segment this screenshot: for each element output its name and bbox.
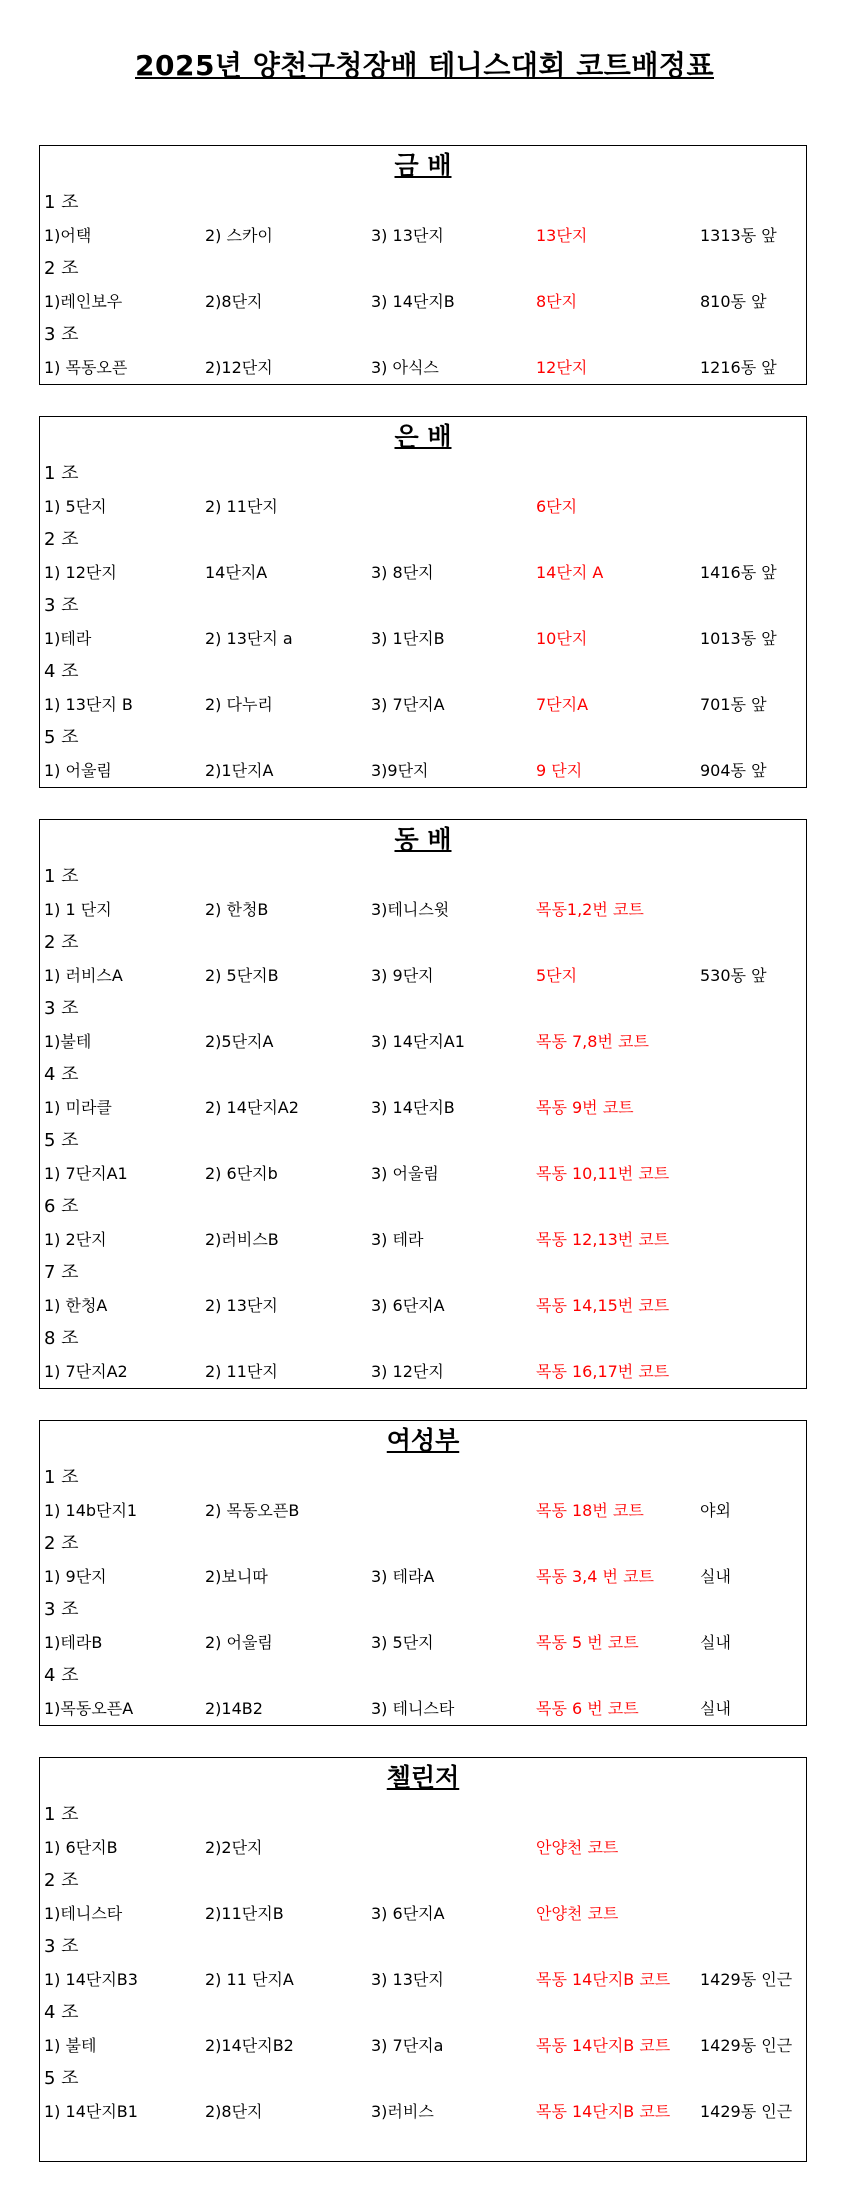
court-assignment: 목동 14단지B 코트 (536, 1970, 671, 1989)
team-name: 1) 9단지 (44, 1567, 107, 1586)
team-name: 1) 목동오픈 (44, 358, 128, 377)
team-name: 1)테라B (44, 1633, 103, 1652)
court-location: 1429동 인근 (700, 2036, 793, 2055)
section-title: 동 배 (394, 825, 452, 854)
team-name: 3) 14단지B (371, 1098, 455, 1117)
team-name: 3) 14단지B (371, 292, 455, 311)
section-title: 첼린저 (386, 1763, 460, 1792)
team-name: 1) 한청A (44, 1296, 108, 1315)
court-location: 실내 (700, 1699, 731, 1718)
team-name: 2)1단지A (205, 761, 274, 780)
court-assignment: 안양천 코트 (536, 1838, 619, 1857)
team-name: 2) 6단지b (205, 1164, 278, 1183)
team-name: 3) 14단지A1 (371, 1032, 465, 1051)
team-name: 1) 14단지B3 (44, 1970, 138, 1989)
team-name: 1)목동오픈A (44, 1699, 134, 1718)
team-name: 2) 11단지 (205, 497, 278, 516)
team-name: 1)어택 (44, 226, 92, 245)
team-name: 3) 6단지A (371, 1296, 445, 1315)
group-label: 4 조 (44, 661, 79, 682)
group-row (40, 2029, 806, 2062)
team-name: 1) 7단지A1 (44, 1164, 128, 1183)
team-name: 1) 14b단지1 (44, 1501, 138, 1520)
group-row (40, 1560, 806, 1593)
team-name: 2) 한청B (205, 900, 269, 919)
group-label: 4 조 (44, 1064, 79, 1085)
team-name: 1)테라 (44, 629, 92, 648)
page-title: 2025년 양천구청장배 테니스대회 코트배정표 (135, 49, 714, 82)
team-name: 1) 14단지B1 (44, 2102, 138, 2121)
section-title: 금 배 (394, 151, 452, 180)
group-row (40, 1897, 806, 1930)
court-location: 1416동 앞 (700, 563, 777, 582)
group-row (40, 754, 806, 787)
court-assignment: 10단지 (536, 629, 588, 648)
team-name: 2) 다누리 (205, 695, 273, 714)
section-box (39, 416, 807, 788)
court-assignment: 안양천 코트 (536, 1904, 619, 1923)
group-row (40, 1091, 806, 1124)
team-name: 3) 6단지A (371, 1904, 445, 1923)
group-label: 1 조 (44, 1467, 79, 1488)
team-name: 3) 1단지B (371, 629, 445, 648)
group-label: 8 조 (44, 1328, 79, 1349)
team-name: 1) 미라클 (44, 1098, 112, 1117)
team-name: 3) 아식스 (371, 358, 439, 377)
group-label: 3 조 (44, 595, 79, 616)
group-label: 4 조 (44, 1665, 79, 1686)
group-row (40, 2095, 806, 2128)
team-name: 1) 7단지A2 (44, 1362, 128, 1381)
court-assignment: 목동 3,4 번 코트 (536, 1567, 654, 1586)
team-name: 3) 13단지 (371, 226, 444, 245)
team-name: 2)러비스B (205, 1230, 279, 1249)
court-location: 904동 앞 (700, 761, 767, 780)
court-assignment: 7단지A (536, 695, 589, 714)
group-row (40, 1355, 806, 1388)
court-assignment: 목동 10,11번 코트 (536, 1164, 670, 1183)
team-name: 2)8단지 (205, 2102, 263, 2121)
team-name: 1) 6단지B (44, 1838, 118, 1857)
group-row (40, 1157, 806, 1190)
court-assignment: 목동 6 번 코트 (536, 1699, 639, 1718)
group-row (40, 1289, 806, 1322)
court-assignment: 목동 14,15번 코트 (536, 1296, 670, 1315)
court-assignment: 목동 14단지B 코트 (536, 2102, 671, 2121)
team-name: 3)9단지 (371, 761, 429, 780)
court-location: 701동 앞 (700, 695, 767, 714)
team-name: 3)러비스 (371, 2102, 434, 2121)
team-name: 2) 13단지 (205, 1296, 278, 1315)
team-name: 1)불테 (44, 1032, 92, 1051)
group-row (40, 1025, 806, 1058)
group-label: 5 조 (44, 2068, 79, 2089)
group-label: 3 조 (44, 998, 79, 1019)
group-label: 1 조 (44, 463, 79, 484)
team-name: 3) 테니스타 (371, 1699, 455, 1718)
group-label: 3 조 (44, 324, 79, 345)
team-name: 2)11단지B (205, 1904, 284, 1923)
team-name: 2)12단지 (205, 358, 273, 377)
section-box (39, 1420, 807, 1726)
team-name: 3)테니스윗 (371, 900, 450, 919)
group-label: 1 조 (44, 1804, 79, 1825)
group-label: 6 조 (44, 1196, 79, 1217)
group-label: 2 조 (44, 1870, 79, 1891)
team-name: 3) 5단지 (371, 1633, 434, 1652)
team-name: 2) 목동오픈B (205, 1501, 300, 1520)
group-label: 1 조 (44, 866, 79, 887)
court-location: 1216동 앞 (700, 358, 777, 377)
court-assignment: 목동1,2번 코트 (536, 900, 644, 919)
court-assignment: 13단지 (536, 226, 588, 245)
team-name: 3) 7단지A (371, 695, 445, 714)
team-name: 2) 스카이 (205, 226, 273, 245)
group-row (40, 1692, 806, 1725)
section-box (39, 819, 807, 1389)
team-name: 1) 1 단지 (44, 900, 112, 919)
group-row (40, 959, 806, 992)
court-location: 야외 (700, 1501, 731, 1520)
group-label: 2 조 (44, 529, 79, 550)
team-name: 2)14단지B2 (205, 2036, 294, 2055)
court-location: 1429동 인근 (700, 2102, 793, 2121)
court-location: 810동 앞 (700, 292, 767, 311)
group-label: 7 조 (44, 1262, 79, 1283)
team-name: 3) 어울림 (371, 1164, 439, 1183)
group-label: 3 조 (44, 1599, 79, 1620)
team-name: 2)14B2 (205, 1699, 263, 1718)
group-row (40, 1223, 806, 1256)
section-title: 은 배 (394, 422, 452, 451)
team-name: 3) 13단지 (371, 1970, 444, 1989)
court-assignment: 목동 14단지B 코트 (536, 2036, 671, 2055)
court-location: 1013동 앞 (700, 629, 777, 648)
court-assignment: 목동 7,8번 코트 (536, 1032, 649, 1051)
group-label: 2 조 (44, 932, 79, 953)
court-assignment: 목동 5 번 코트 (536, 1633, 639, 1652)
team-name: 2) 11 단지A (205, 1970, 294, 1989)
group-label: 5 조 (44, 1130, 79, 1151)
section-box (39, 1757, 807, 2162)
group-row (40, 688, 806, 721)
court-assignment: 8단지 (536, 292, 578, 311)
group-row (40, 556, 806, 589)
team-name: 3) 12단지 (371, 1362, 444, 1381)
court-location: 1429동 인근 (700, 1970, 793, 1989)
group-row (40, 490, 806, 523)
group-row (40, 622, 806, 655)
court-location: 실내 (700, 1567, 731, 1586)
team-name: 1) 어울림 (44, 761, 112, 780)
team-name: 3) 8단지 (371, 563, 434, 582)
team-name: 3) 테라A (371, 1567, 435, 1586)
section-title: 여성부 (386, 1426, 460, 1455)
group-row (40, 893, 806, 926)
court-assignment: 목동 16,17번 코트 (536, 1362, 670, 1381)
group-label: 1 조 (44, 192, 79, 213)
court-assignment: 목동 9번 코트 (536, 1098, 634, 1117)
team-name: 2) 14단지A2 (205, 1098, 299, 1117)
court-location: 530동 앞 (700, 966, 767, 985)
team-name: 1)테니스타 (44, 1904, 123, 1923)
section-box (39, 145, 807, 385)
team-name: 1)레인보우 (44, 292, 123, 311)
court-assignment: 9 단지 (536, 761, 583, 780)
team-name: 2) 5단지B (205, 966, 279, 985)
group-row (40, 351, 806, 384)
team-name: 2)보니따 (205, 1567, 268, 1586)
court-assignment: 14단지 A (536, 563, 604, 582)
team-name: 1) 러비스A (44, 966, 123, 985)
group-label: 5 조 (44, 727, 79, 748)
team-name: 1) 13단지 B (44, 695, 133, 714)
team-name: 2) 11단지 (205, 1362, 278, 1381)
team-name: 3) 테라 (371, 1230, 424, 1249)
team-name: 2) 13단지 a (205, 629, 293, 648)
group-row (40, 1963, 806, 1996)
team-name: 3) 7단지a (371, 2036, 444, 2055)
team-name: 2)5단지A (205, 1032, 274, 1051)
group-row (40, 285, 806, 318)
group-label: 2 조 (44, 1533, 79, 1554)
team-name: 14단지A (205, 563, 268, 582)
team-name: 1) 12단지 (44, 563, 117, 582)
court-assignment: 목동 18번 코트 (536, 1501, 644, 1520)
court-assignment: 6단지 (536, 497, 578, 516)
group-row (40, 219, 806, 252)
team-name: 2) 어울림 (205, 1633, 273, 1652)
court-location: 실내 (700, 1633, 731, 1652)
group-row (40, 1626, 806, 1659)
team-name: 1) 불테 (44, 2036, 97, 2055)
group-label: 3 조 (44, 1936, 79, 1957)
group-row (40, 1831, 806, 1864)
team-name: 3) 9단지 (371, 966, 434, 985)
court-assignment: 목동 12,13번 코트 (536, 1230, 670, 1249)
group-row (40, 1494, 806, 1527)
group-label: 4 조 (44, 2002, 79, 2023)
court-location: 1313동 앞 (700, 226, 777, 245)
group-label: 2 조 (44, 258, 79, 279)
team-name: 1) 5단지 (44, 497, 107, 516)
team-name: 2)8단지 (205, 292, 263, 311)
court-assignment: 5단지 (536, 966, 578, 985)
court-assignment: 12단지 (536, 358, 588, 377)
team-name: 2)2단지 (205, 1838, 263, 1857)
team-name: 1) 2단지 (44, 1230, 107, 1249)
